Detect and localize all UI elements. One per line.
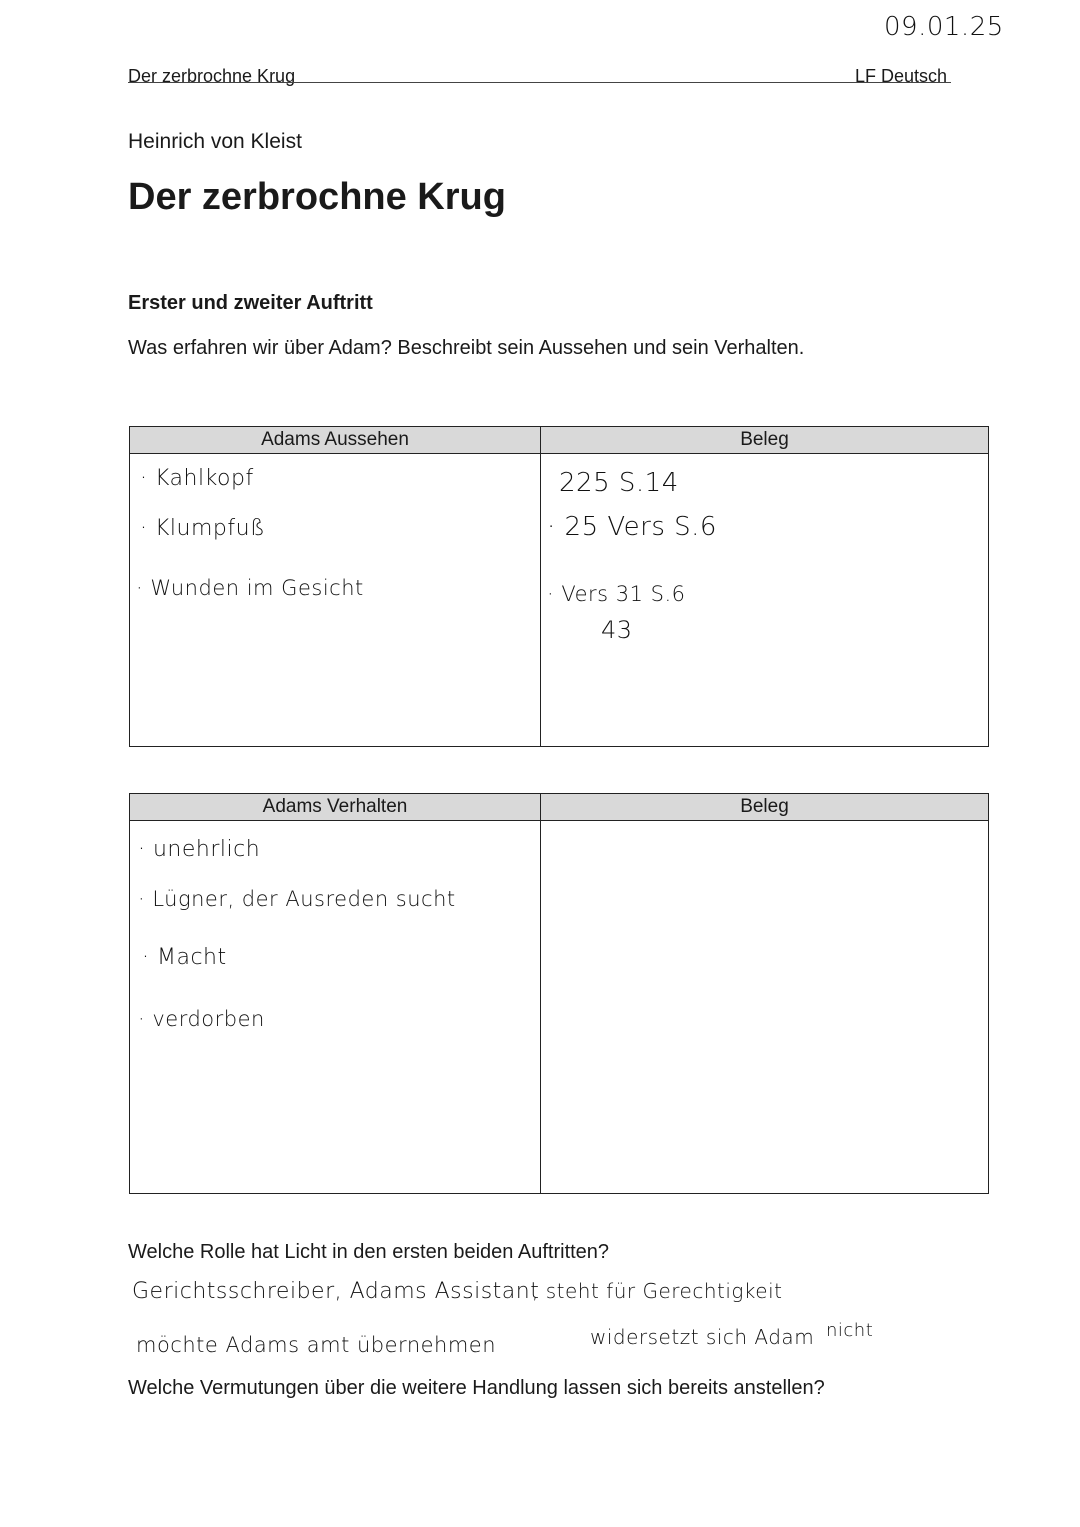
- handwritten-note: · Vers 31 S.6: [547, 582, 686, 606]
- page-title: Der zerbrochne Krug: [128, 176, 506, 218]
- handwritten-answer: widersetzt sich Adam: [590, 1325, 815, 1349]
- date: 09.01.25: [884, 12, 1004, 42]
- behavior-table-body: [130, 821, 988, 1193]
- behavior-table-header: [130, 794, 988, 821]
- handwritten-note: · unehrlich: [138, 837, 261, 862]
- handwritten-answer: möchte Adams amt übernehmen: [136, 1333, 497, 1357]
- appearance-notes-cell[interactable]: [130, 454, 541, 746]
- handwritten-note: · Wunden im Gesicht: [136, 576, 364, 600]
- appearance-column-header: Adams Aussehen: [130, 427, 541, 453]
- section-title: Erster und zweiter Auftritt: [128, 292, 373, 314]
- question-light-role: Welche Rolle hat Licht in den ersten beiden Auftritten?: [128, 1241, 610, 1263]
- handwritten-note: · Kahlkopf: [140, 466, 254, 491]
- handwritten-answer: nicht: [826, 1320, 874, 1341]
- handwritten-note: 43: [601, 616, 633, 644]
- behavior-notes-cell[interactable]: [130, 821, 541, 1193]
- appearance-evidence-cell[interactable]: [541, 454, 988, 746]
- task-prompt: Was erfahren wir über Adam? Beschreibt sein Aussehen und sein Verhalten.: [128, 337, 805, 359]
- evidence-column-header: Beleg: [740, 429, 789, 450]
- evidence-column-header: Beleg: [740, 796, 789, 817]
- handwritten-note: · Lügner, der Ausreden sucht: [138, 887, 456, 911]
- author: Heinrich von Kleist: [128, 130, 302, 153]
- header-subject: LF Deutsch: [855, 66, 948, 86]
- handwritten-answer: , steht für Gerechtigkeit: [532, 1279, 783, 1303]
- handwritten-note: 225 S.14: [559, 468, 679, 498]
- appearance-table: [129, 426, 989, 747]
- behavior-evidence-cell[interactable]: [541, 821, 988, 1193]
- behavior-column-header: Adams Verhalten: [130, 794, 541, 820]
- handwritten-note: · 25 Vers S.6: [547, 512, 717, 542]
- handwritten-note: · Macht: [142, 945, 227, 970]
- appearance-table-body: [130, 454, 988, 746]
- handwritten-answer: Gerichtsschreiber, Adams Assistant: [132, 1279, 540, 1304]
- header-document-title: Der zerbrochne Krug: [128, 66, 296, 86]
- handwritten-note: · verdorben: [138, 1007, 265, 1031]
- question-plot-expectations: Welche Vermutungen über die weitere Handlung lassen sich bereits anstellen?: [128, 1377, 825, 1399]
- behavior-table: [129, 793, 989, 1194]
- appearance-table-header: [130, 427, 988, 454]
- handwritten-note: · Klumpfuß: [140, 516, 266, 541]
- header-divider: [128, 82, 951, 83]
